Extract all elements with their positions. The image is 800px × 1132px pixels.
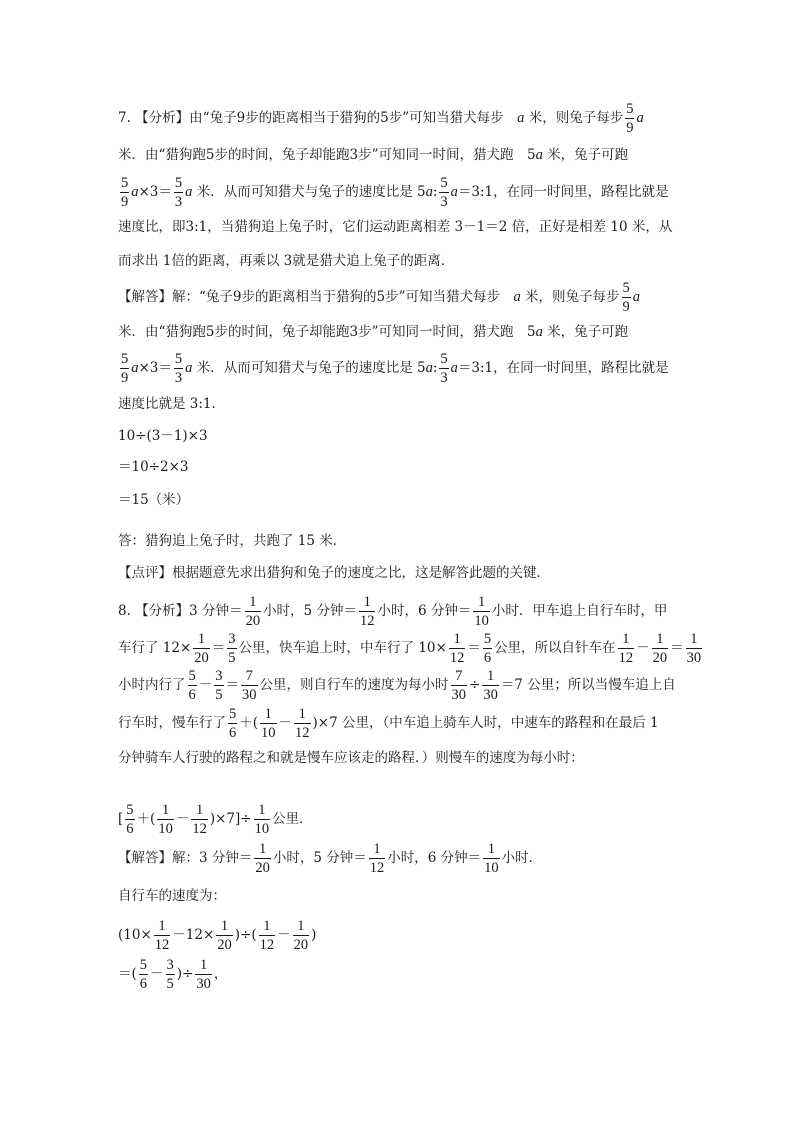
denominator: 12 (618, 649, 634, 666)
numerator: 5 (139, 957, 148, 973)
numerator: 1 (686, 632, 703, 649)
denominator: 3 (174, 369, 183, 386)
numerator: 1 (483, 842, 500, 859)
fraction (449, 632, 466, 665)
text-run: 小时，5 分钟＝ (272, 850, 367, 866)
text-line (118, 176, 669, 209)
text-run: )÷ (176, 966, 194, 982)
numerator: 1 (482, 669, 499, 686)
text-run: － (198, 677, 213, 693)
text-run: )÷( (234, 927, 257, 943)
text-run: (10× (118, 927, 152, 943)
fraction (188, 669, 197, 702)
denominator: 12 (192, 820, 207, 837)
math-variable: a (632, 289, 641, 305)
text-run: －12× (172, 927, 215, 943)
denominator: 30 (242, 686, 257, 703)
denominator: 10 (484, 859, 499, 876)
text-run: ＝( (118, 966, 137, 982)
text-run: 8. 【分析】3 分钟＝ (118, 603, 243, 619)
denominator: 12 (369, 859, 385, 876)
text-run: ×3＝ (138, 184, 172, 200)
text-run: 速度比，即3:1，当猎狗追上兔子时，它们运动距离相差 3－1＝2 倍，正好是相差 10 米，从 (118, 219, 673, 235)
numerator: 1 (473, 595, 490, 612)
math-variable: a (450, 184, 458, 200)
denominator: 10 (474, 612, 489, 629)
text-run: ) (311, 927, 317, 943)
text-run: ＝10÷2×3 (118, 459, 189, 475)
fraction (625, 102, 634, 135)
fraction (174, 176, 183, 209)
text-run: 米，则兔子每步 (524, 110, 624, 126)
text-run: 小时，5 分钟＝ (263, 603, 357, 619)
math-variable: a (185, 360, 193, 376)
fraction (193, 632, 210, 665)
text-line (118, 595, 667, 628)
numerator: 7 (451, 669, 468, 686)
numerator: 5 (622, 280, 630, 296)
fraction (483, 842, 500, 875)
math-variable: a (185, 184, 193, 200)
text-run: ＝3:1，在同一时间里，路程比就是 (457, 184, 669, 200)
fraction (120, 352, 129, 385)
text-run: ＝7 公里；所以当慢车追上自 (500, 677, 676, 693)
denominator: 10 (254, 820, 270, 837)
text-run: ＝ (225, 677, 239, 693)
text-line (118, 803, 313, 836)
text-run: 【点评】根据题意先求出猎狗和兔子的速度之比，这是解答此题的关键． (118, 565, 550, 581)
math-variable: a (131, 360, 139, 376)
text-run: － (150, 966, 164, 982)
numerator: 1 (154, 919, 171, 936)
text-run: 速度比就是 3:1． (118, 396, 226, 412)
text-run: 米，兔子可跑 (542, 147, 629, 163)
text-run: 小时，6 分钟＝ (387, 850, 482, 866)
fraction (166, 958, 175, 991)
numerator: 1 (191, 803, 208, 820)
denominator: 9 (121, 193, 129, 210)
text-run: － (277, 927, 291, 943)
fraction (157, 803, 174, 836)
text-run: 公里，所以自针车在 (494, 640, 616, 656)
denominator: 30 (686, 649, 702, 666)
math-variable: a (636, 110, 644, 126)
text-line (118, 494, 189, 508)
fraction (451, 669, 468, 702)
math-variable: a (131, 184, 139, 200)
denominator: 20 (652, 649, 668, 666)
numerator: 1 (260, 707, 277, 724)
fraction (191, 803, 208, 836)
denominator: 9 (626, 119, 634, 136)
fraction (259, 919, 276, 952)
denominator: 3 (440, 369, 448, 386)
numerator: 1 (369, 842, 386, 859)
numerator: 1 (293, 919, 310, 936)
denominator: 6 (126, 820, 134, 837)
fraction (174, 352, 183, 385)
text-line (118, 430, 208, 444)
text-run: 而求出 1倍的距离，再乘以 3就是猎犬追上兔子的距离． (118, 253, 455, 269)
math-variable: a (425, 360, 433, 376)
denominator: 30 (451, 686, 466, 703)
fraction (618, 632, 635, 665)
numerator: 1 (157, 803, 174, 820)
text-line (118, 325, 628, 340)
denominator: 12 (359, 612, 375, 629)
text-run: ＝3:1，在同一时间里，路程比就是 (457, 360, 669, 376)
text-line (118, 567, 550, 581)
denominator: 30 (196, 975, 211, 992)
numerator: 1 (294, 707, 311, 724)
text-run: )×7 公里，（中车追上骑车人时，中速车的路程和在最后 1 (312, 715, 659, 731)
fraction (686, 632, 703, 665)
text-run: ×3＝ (138, 360, 172, 376)
denominator: 6 (483, 649, 492, 666)
denominator: 5 (166, 975, 174, 992)
text-line (118, 919, 316, 952)
numerator: 3 (228, 631, 236, 647)
numerator: 5 (121, 175, 129, 191)
numerator: 5 (626, 101, 634, 117)
numerator: 1 (193, 632, 210, 649)
numerator: 1 (652, 632, 669, 649)
denominator: 5 (215, 686, 223, 703)
fraction (241, 669, 258, 702)
numerator: 1 (254, 803, 271, 820)
text-line (118, 281, 640, 314)
text-run: 公里，则自行车的速度为每小时 (259, 677, 449, 693)
numerator: 1 (245, 595, 262, 612)
fraction (154, 919, 171, 952)
text-run: － (278, 715, 293, 731)
denominator: 5 (228, 649, 236, 666)
text-run: 分钟骑车人行驶的路程之和就是慢车应该走的路程．）则慢车的速度为每小时： (118, 750, 584, 766)
denominator: 20 (194, 649, 209, 666)
text-run: 【解答】解：3 分钟＝ (118, 850, 253, 866)
numerator: 1 (195, 958, 212, 975)
numerator: 1 (449, 632, 466, 649)
text-run: 【解答】解：“兔子9步的距离相当于猎狗的5步”可知当猎犬每步 (118, 289, 514, 305)
text-run: 10÷(3－1)×3 (118, 428, 208, 444)
fraction (473, 595, 490, 628)
numerator: 3 (215, 668, 223, 684)
text-line (118, 352, 669, 385)
text-run: 小时，6 分钟＝ (377, 603, 472, 619)
denominator: 3 (440, 193, 448, 210)
numerator: 5 (440, 351, 448, 367)
text-line (118, 669, 676, 702)
text-line (118, 632, 704, 665)
denominator: 10 (158, 820, 173, 837)
fraction (228, 707, 237, 740)
numerator: 7 (241, 669, 258, 686)
fraction (245, 595, 262, 628)
fraction (439, 176, 448, 209)
text-run: )×7]÷ (209, 811, 252, 827)
text-run: ＝ (670, 640, 684, 656)
text-run: 小时内行了 (118, 677, 186, 693)
fraction (622, 281, 631, 314)
denominator: 3 (174, 193, 183, 210)
text-run: 自行车的速度为： (118, 888, 226, 904)
text-line (118, 221, 672, 235)
text-line (118, 461, 188, 475)
denominator: 12 (295, 724, 310, 741)
fraction (369, 842, 386, 875)
text-run: 答：猎狗追上兔子时，共跑了 15 米． (118, 533, 347, 549)
denominator: 9 (121, 369, 129, 386)
math-variable: a (535, 147, 543, 163)
denominator: 12 (259, 936, 275, 953)
text-run: ＋( (239, 715, 259, 731)
fraction (125, 803, 134, 836)
fraction (294, 707, 311, 740)
fraction (359, 595, 376, 628)
math-variable: a (535, 324, 543, 340)
text-run: ÷ (469, 677, 481, 693)
numerator: 5 (229, 706, 237, 722)
fraction (214, 669, 223, 702)
numerator: 5 (174, 175, 183, 191)
text-run: 小时．甲车追上自行车时，甲 (491, 603, 668, 619)
text-run: 米．由“猎狗跑5步的时间，兔子却能跑3步”可知同一时间，猎犬跑 5 (118, 324, 536, 340)
numerator: 5 (121, 351, 129, 367)
text-line (118, 398, 225, 412)
denominator: 20 (217, 936, 232, 953)
numerator: 5 (440, 175, 448, 191)
denominator: 6 (188, 686, 196, 703)
fraction (260, 707, 277, 740)
text-run: 米．从而可知猎犬与兔子的速度比是 5 (192, 360, 426, 376)
denominator: 6 (139, 975, 148, 992)
fraction (139, 958, 148, 991)
text-run: 米，兔子可跑 (542, 324, 629, 340)
text-line (118, 255, 454, 269)
math-variable: a (425, 184, 433, 200)
text-run: ， (213, 966, 228, 982)
text-run: ＝ (467, 640, 481, 656)
numerator: 3 (166, 957, 174, 973)
text-run: : (432, 184, 438, 200)
text-run: ＝ (211, 640, 226, 656)
text-run: 米．从而可知猎犬与兔子的速度比是 5 (192, 184, 426, 200)
text-run: 行车时，慢车行了 (118, 715, 226, 731)
text-line (118, 842, 542, 875)
text-line (118, 102, 644, 135)
numerator: 1 (618, 632, 635, 649)
text-run: 车行了 12× (118, 640, 192, 656)
numerator: 5 (174, 351, 183, 367)
fraction (227, 632, 236, 665)
text-line (118, 958, 227, 991)
text-run: 米，则兔子每步 (520, 289, 620, 305)
denominator: 20 (255, 859, 270, 876)
text-line (118, 707, 659, 740)
fraction (254, 803, 271, 836)
math-variable: a (517, 110, 525, 126)
numerator: 1 (359, 595, 376, 612)
text-run: 公里． (272, 811, 313, 827)
fraction (254, 842, 271, 875)
denominator: 12 (154, 936, 170, 953)
math-variable: a (513, 289, 521, 305)
text-line (118, 752, 584, 766)
denominator: 10 (261, 724, 276, 741)
text-line (118, 535, 346, 549)
fraction (652, 632, 669, 665)
fraction (439, 352, 448, 385)
fraction (482, 669, 499, 702)
numerator: 1 (259, 919, 276, 936)
denominator: 6 (229, 724, 237, 741)
text-run: ＝15（米） (118, 492, 190, 508)
text-run: 小时． (501, 850, 543, 866)
text-run: 公里，快车追上时，中车行了 10× (238, 640, 447, 656)
text-run: ＋( (136, 811, 156, 827)
fraction (120, 176, 129, 209)
text-run: [ (118, 811, 124, 827)
numerator: 5 (126, 802, 134, 818)
numerator: 5 (483, 631, 492, 647)
text-line (118, 148, 628, 163)
denominator: 30 (483, 686, 498, 703)
numerator: 1 (254, 842, 271, 859)
denominator: 9 (622, 298, 630, 315)
denominator: 12 (449, 649, 465, 666)
fraction (195, 958, 212, 991)
text-run: : (432, 360, 438, 376)
text-run: － (175, 811, 190, 827)
math-variable: a (450, 360, 458, 376)
text-run: 7. 【分析】由“兔子9步的距离相当于猎狗的5步”可知当猎犬每步 (118, 110, 518, 126)
numerator: 5 (188, 668, 196, 684)
text-run: － (636, 640, 650, 656)
text-run: 米．由“猎狗跑5步的时间，兔子却能跑3步”可知同一时间，猎犬跑 5 (118, 147, 536, 163)
fraction (293, 919, 310, 952)
fraction (483, 632, 492, 665)
numerator: 1 (216, 919, 233, 936)
text-line (118, 890, 226, 904)
denominator: 20 (245, 612, 261, 629)
fraction (216, 919, 233, 952)
denominator: 20 (293, 936, 309, 953)
